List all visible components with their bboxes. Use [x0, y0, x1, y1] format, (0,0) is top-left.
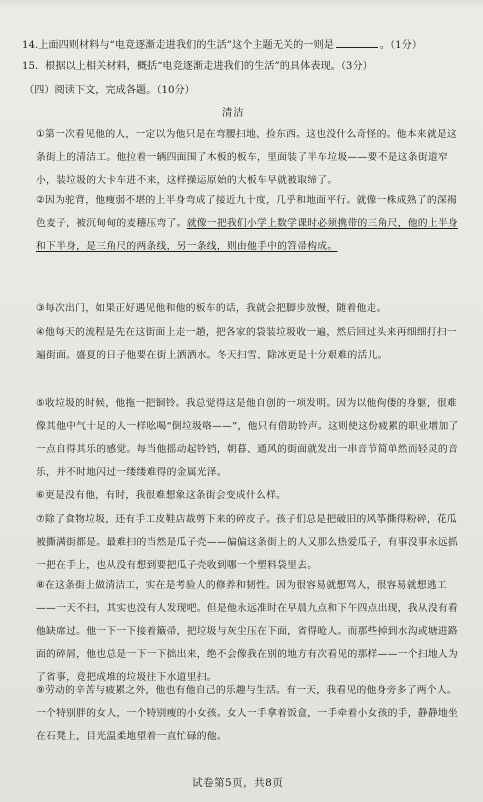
page-footer: 试卷第5页，共8页	[192, 777, 284, 789]
paragraph-8: ⑧在这条街上做清洁工，实在是考验人的修养和韧性。因为很容易就想骂人，很容易就想逃工——一天不扫，其实也没有人发现吧。但是他永远准时在早晨九点和下午四点出现，我从没有看他缺席过。他一下一下接着簸帚，把垃圾与灰尘压在下面，省得呛人。而那些掉到水沟或塘进路面的碎屑，他也总是一下一下拙出来，绝不会像我在别的地方有次看见的那样——一个扫地人为了省事，竟把成堆的垃圾往下水道里扫。	[36, 580, 458, 683]
question-14-suffix: 。（1分）	[379, 40, 423, 51]
question-14	[22, 38, 422, 51]
paragraph-9: ⑨劳动的辛苦与疲累之外，他也有他自己的乐趣与生活。有一天，我看见的他身旁多了两个人。一个特别胖的女人，一个特别瘦的小女孩。女人一手拿着饭盒，一手牵着小女孩的手，静静地坐在石凳上，目光温柔地望着一直忙碌的他。	[36, 685, 458, 742]
scan-shadow	[0, 0, 483, 10]
paragraph-7: ⑦除了食物垃圾，还有手工皮鞋店裁剪下来的碎皮子。孩子们总是把破旧的风筝撕得粉碎，花瓜被撕满街都是。最难扫的当然是瓜子壳——偏偏这条街上的人又那么热爱瓜子，有事没事永远抓一把在手上，也从没有想到要把瓜子壳收到哪一个塑料袋里去。	[36, 514, 458, 571]
paragraph-2-lead: ②因为驼背，他瘦弱不堪的上半身弯成了接近九十度，几乎和地面平行。就像一株成熟了的深褐色麦子，被沉甸甸的麦穗压弯了。	[36, 195, 457, 229]
paragraph-5: ⑤收垃圾的时候，他拖一把铜铃。我总觉得这是他自创的一项发明。因为以他佝偻的身躯，很难像其他中气十足的人一样吆喝“倒垃圾咯——”，他只有借助铃声。这则使这份疲累的职业增加了一点自得其乐的感觉。每当他摇动起铃铛，朝暮、通风的街面就发出一串音节简单然而轻灵的音乐，并不时地闪过一缕缕难得的金属光泽。	[36, 398, 459, 478]
answer-blank	[336, 38, 378, 48]
section-four-heading: （四）阅读下文，完成各题。（10分）	[24, 85, 195, 96]
paragraph-4: ④他每天的流程是先在这街面上走一趟，把各家的袋装垃圾收一遍，然后回过头来再细细打扫一遍街面。盛夏的日子他要在街上洒洒水。冬天扫雪、除冰更是十分艰难的活儿。	[36, 327, 457, 361]
article-title: 清洁	[222, 107, 245, 119]
underlined-sentence: 就像一把我们小学上数学课时必须携带的三角尺，他的上半身和下半身，是三角尺的两条线，另一条线，则由他手中的笤帚构成。	[36, 218, 458, 252]
paragraph-6: ⑥更是没有他，有时，我很难想象这条街会变成什么样。	[36, 490, 287, 501]
question-15: 15．根据以上相关材料，概括“电竞逐渐走进我们的生活”的具体表现。（3分）	[22, 61, 373, 72]
question-14-prefix: 14.上面四则材料与“电竞逐渐走进我们的生活”这个主题无关的一则是	[22, 40, 334, 51]
paragraph-3: ③每次出门，如果正好遇见他和他的板车的话，我就会把脚步放慢，随着他走。	[36, 303, 387, 314]
paragraph-2	[36, 189, 466, 258]
paragraph-1: ①第一次看见他的人，一定以为他只是在弯腰扫地、捡东西。这也没什么奇怪的。他本来就是这条街上的清洁工。他拉着一辆四面围了木板的板车，里面装了半车垃圾——要不是这条街道窄小，装垃圾的大卡车进不来，这样操运原始的大板车早就被取缔了。	[36, 129, 457, 186]
